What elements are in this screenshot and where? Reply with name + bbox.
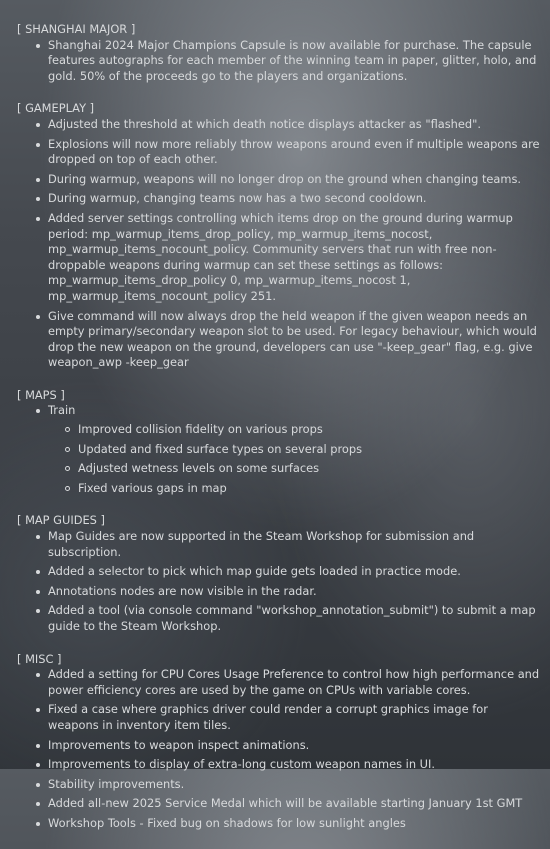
item-list xyxy=(17,667,542,831)
list-item: Adjusted the threshold at which death notice displays attacker as "flashed". xyxy=(48,117,542,133)
section-header: [ SHANGHAI MAJOR ] xyxy=(17,22,136,36)
section-gameplay xyxy=(17,101,542,371)
list-item: Added server settings controlling which items drop on the ground during warmup period: mp_warmup_items_drop_policy, mp_warmup_items_nocost, mp_warmup_items_nocount_policy. Community servers that run with free non-droppable weapons during warmup can set these settings as follows: mp_warmup_items_drop_policy 0, mp_warmup_items_nocost 1, mp_warmup_items_nocount_policy 251. xyxy=(48,211,542,305)
map-name: Train xyxy=(48,403,76,418)
item-list xyxy=(17,529,542,635)
section-maps xyxy=(17,388,542,497)
list-item: Annotations nodes are now visible in the radar. xyxy=(48,584,542,600)
list-item: Added a selector to pick which map guide gets loaded in practice mode. xyxy=(48,564,542,580)
section-map-guides xyxy=(17,513,542,634)
list-item: During warmup, weapons will no longer drop on the ground when changing teams. xyxy=(48,172,542,188)
list-item: Stability improvements. xyxy=(48,777,542,793)
section-header: [ MISC ] xyxy=(17,651,62,666)
sub-item-list xyxy=(48,422,542,496)
sub-list-item: Adjusted wetness levels on some surfaces xyxy=(78,461,542,477)
list-item: Added a setting for CPU Cores Usage Preference to control how high performance and power efficiency cores are used by the game on CPUs with variable cores. xyxy=(48,667,542,698)
list-item: Improvements to weapon inspect animations. xyxy=(48,738,542,754)
list-item: Added a tool (via console command "workshop_annotation_submit") to submit a map guide to the Steam Workshop. xyxy=(48,603,542,634)
item-list xyxy=(17,38,542,85)
list-item: Workshop Tools - Fixed bug on shadows for low sunlight angles xyxy=(48,816,542,832)
list-item: Map Guides are now supported in the Steam Workshop for submission and subscription. xyxy=(48,529,542,560)
section-header: [ MAPS ] xyxy=(17,387,65,402)
list-item: Shanghai 2024 Major Champions Capsule is now available for purchase. The capsule features autographs for each member of the winning team in paper, glitter, holo, and gold. 50% of the proceeds go to the players and organizations. xyxy=(48,38,542,85)
list-item-map xyxy=(48,403,542,496)
section-header: [ MAP GUIDES ] xyxy=(17,513,105,528)
section-header: [ GAMEPLAY ] xyxy=(17,101,95,116)
list-item: Explosions will now more reliably throw weapons around even if multiple weapons are dropped on top of each other. xyxy=(48,137,542,168)
sub-list-item: Fixed various gaps in map xyxy=(78,481,542,497)
section-shanghai-major xyxy=(17,22,542,84)
sub-list-item: Improved collision fidelity on various props xyxy=(78,422,542,438)
section-misc xyxy=(17,652,542,832)
list-item: During warmup, changing teams now has a two second cooldown. xyxy=(48,191,542,207)
list-item: Improvements to display of extra-long custom weapon names in UI. xyxy=(48,757,542,773)
list-item: Fixed a case where graphics driver could render a corrupt graphics image for weapons in inventory item tiles. xyxy=(48,702,542,733)
patch-notes xyxy=(17,22,542,849)
list-item: Added all-new 2025 Service Medal which will be available starting January 1st GMT xyxy=(48,796,542,812)
item-list xyxy=(17,403,542,496)
list-item: Give command will now always drop the held weapon if the given weapon needs an empty primary/secondary weapon slot to be used. For legacy behaviour, which would drop the new weapon on the ground, developers can use "-keep_gear" flag, e.g. give weapon_awp -keep_gear xyxy=(48,309,542,371)
sub-list-item: Updated and fixed surface types on several props xyxy=(78,442,542,458)
item-list xyxy=(17,117,542,371)
